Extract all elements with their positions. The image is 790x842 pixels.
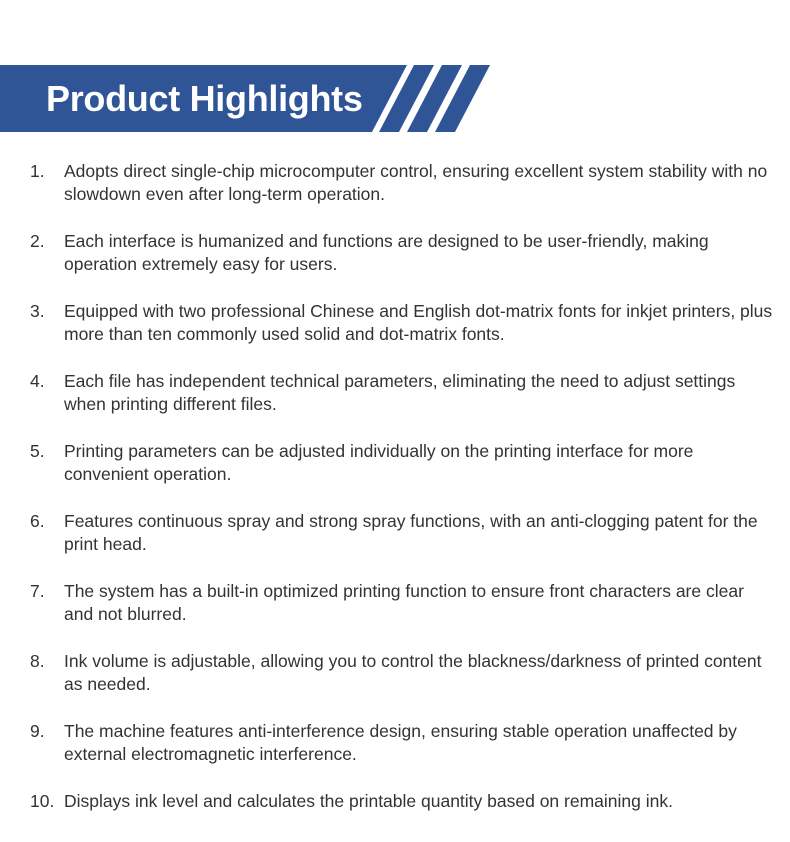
list-item-number: 4. [30,371,45,391]
list-item [30,230,775,276]
list-item-text: Features continuous spray and strong spray functions, with an anti-clogging patent for the print head. [64,511,758,554]
list-item-number: 6. [30,511,45,531]
list-item [30,790,775,813]
section-banner [0,65,520,132]
list-item [30,370,775,416]
list-item [30,650,775,696]
list-item [30,440,775,486]
list-item-text: Ink volume is adjustable, allowing you to control the blackness/darkness of printed content as needed. [64,651,762,694]
list-item-text: Each interface is humanized and functions are designed to be user-friendly, making operation extremely easy for users. [64,231,709,274]
list-item-number: 2. [30,231,45,251]
list-item-text: Each file has independent technical parameters, eliminating the need to adjust settings when printing different files. [64,371,736,414]
list-item-text: Equipped with two professional Chinese and English dot-matrix fonts for inkjet printers, plus more than ten commonly used solid and dot-matrix fonts. [64,301,773,344]
list-item [30,720,775,766]
list-item-number: 10. [30,791,55,811]
list-item-text: The machine features anti-interference design, ensuring stable operation unaffected by external electromagnetic interference. [64,721,737,764]
list-item-text: The system has a built-in optimized printing function to ensure front characters are clear and not blurred. [64,581,744,624]
list-item [30,300,775,346]
list-item-number: 1. [30,161,45,181]
list-item-number: 8. [30,651,45,671]
page-title: Product Highlights [46,78,363,119]
list-item-number: 3. [30,301,45,321]
list-item [30,510,775,556]
list-item-number: 9. [30,721,45,741]
list-item [30,160,775,206]
list-item-text: Adopts direct single-chip microcomputer control, ensuring excellent system stability with no slowdown even after long-term operation. [64,161,768,204]
list-item-number: 7. [30,581,45,601]
list-item-text: Displays ink level and calculates the printable quantity based on remaining ink. [64,791,673,811]
list-item [30,580,775,626]
list-item-number: 5. [30,441,45,461]
list-item-text: Printing parameters can be adjusted individually on the printing interface for more convenient operation. [64,441,694,484]
